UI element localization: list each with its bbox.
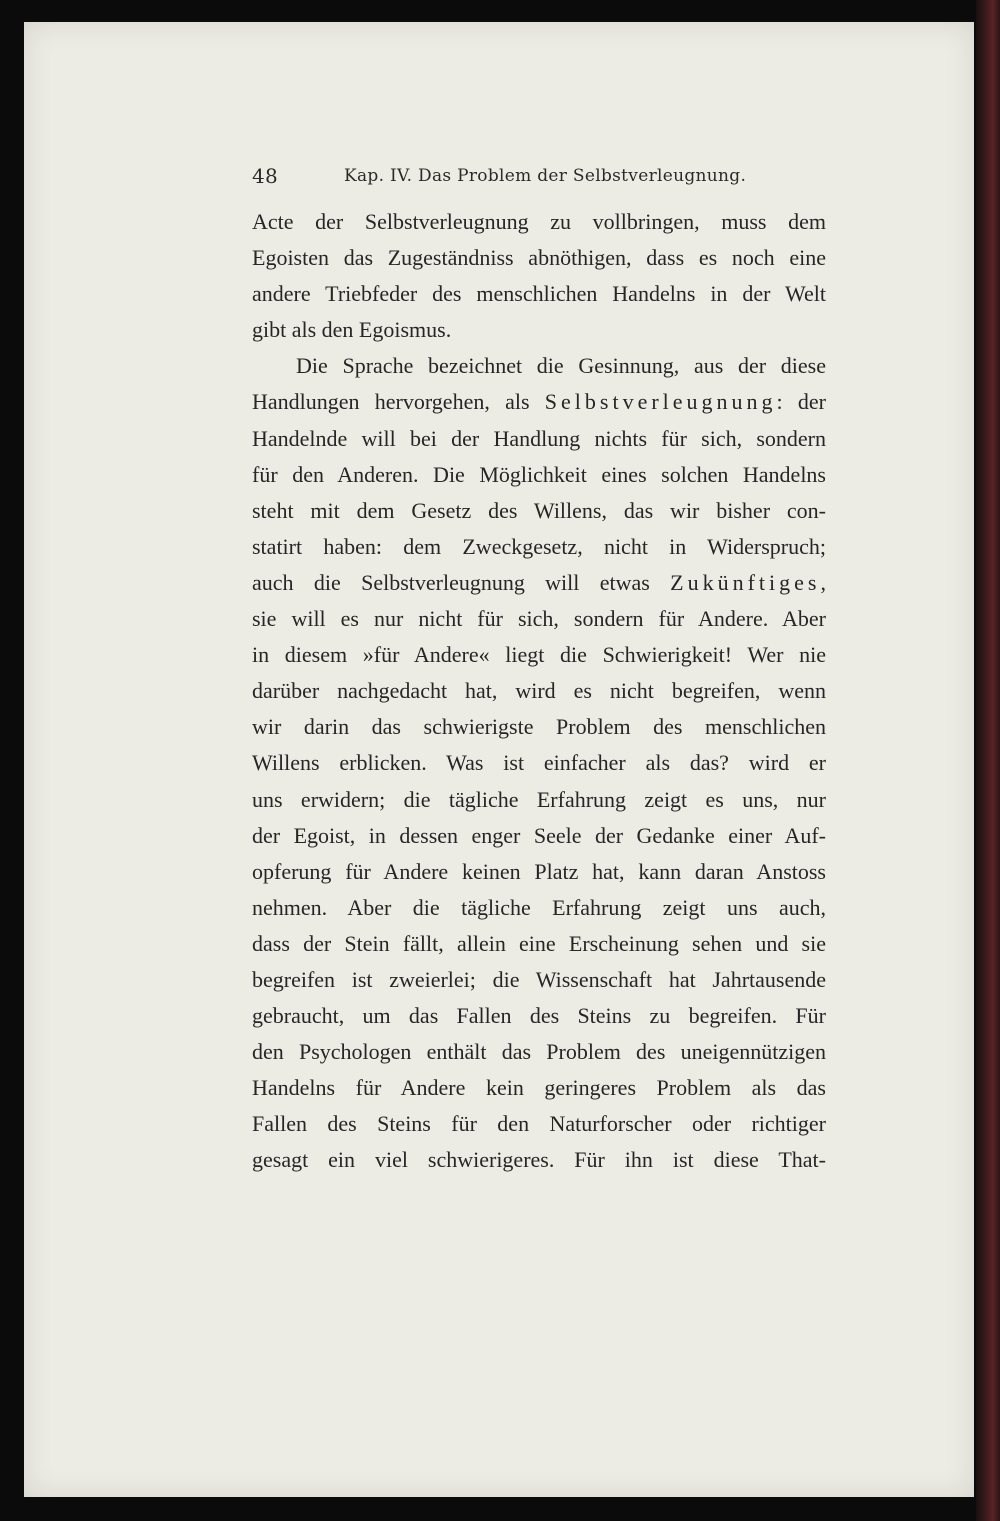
- text-line: den Psychologen enthält das Problem des uneigennützigen: [252, 1039, 826, 1065]
- text-line: darüber nachgedacht hat, wird es nicht begreifen, wenn: [252, 678, 826, 704]
- text-line: Egoisten das Zugeständniss abnöthigen, dass es noch eine: [252, 245, 826, 271]
- text-line: Willens erblicken. Was ist einfacher als das? wird er: [252, 750, 826, 776]
- text-line: gesagt ein viel schwierigeres. Für ihn ist diese That-: [252, 1147, 826, 1173]
- text-line: andere Triebfeder des menschlichen Handelns in der Welt: [252, 281, 826, 307]
- running-head: [252, 164, 832, 192]
- body-text: [252, 204, 826, 1179]
- emphasized-term: Selbstverleugnung: [544, 389, 777, 415]
- text-line: opferung für Andere keinen Platz hat, kann daran Anstoss: [252, 858, 826, 884]
- text-line: steht mit dem Gesetz des Willens, das wir bisher con-: [252, 497, 826, 523]
- text-line: Die Sprache bezeichnet die Gesinnung, aus der diese: [296, 353, 826, 379]
- running-head-title: Kap. IV. Das Problem der Selbstverleugnung.: [344, 166, 747, 186]
- text-line: Acte der Selbstverleugnung zu vollbringen, muss dem: [252, 209, 826, 234]
- text-line: Handelns für Andere kein geringeres Problem als das: [252, 1075, 826, 1101]
- text-line: [252, 565, 826, 601]
- text-line: wir darin das schwierigste Problem des menschlichen: [252, 714, 826, 740]
- book-spine: [976, 0, 1000, 1521]
- text-segment: ,: [820, 569, 826, 595]
- text-line: Handelnde will bei der Handlung nichts für sich, sondern: [252, 425, 826, 451]
- text-line: dass der Stein fällt, allein eine Erscheinung sehen und sie: [252, 930, 826, 956]
- text-line: Fallen des Steins für den Naturforscher oder richtiger: [252, 1111, 826, 1137]
- text-line: der Egoist, in dessen enger Seele der Gedanke einer Auf-: [252, 822, 826, 848]
- text-line: statirt haben: dem Zweckgesetz, nicht in Widerspruch;: [252, 533, 826, 559]
- text-line: in diesem »für Andere« liegt die Schwierigkeit! Wer nie: [252, 642, 826, 668]
- page-number: 48: [252, 164, 279, 188]
- text-line: uns erwidern; die tägliche Erfahrung zeigt es uns, nur: [252, 786, 826, 812]
- text-line: gibt als den Egoismus.: [252, 317, 452, 343]
- text-line: sie will es nur nicht für sich, sondern für Andere. Aber: [252, 606, 826, 632]
- text-line: für den Anderen. Die Möglichkeit eines solchen Handelns: [252, 461, 826, 487]
- text-line: gebraucht, um das Fallen des Steins zu begreifen. Für: [252, 1003, 826, 1029]
- text-line: begreifen ist zweierlei; die Wissenschaft hat Jahrtausende: [252, 966, 826, 992]
- text-segment: auch die Selbstverleugnung will etwas: [252, 569, 650, 595]
- emphasized-term: Zukünftiges: [670, 569, 821, 595]
- text-segment: : der: [776, 389, 826, 415]
- text-line: [252, 384, 826, 420]
- text-line: nehmen. Aber die tägliche Erfahrung zeigt uns auch,: [252, 894, 826, 920]
- text-segment: Handlungen hervorgehen, als: [252, 389, 530, 415]
